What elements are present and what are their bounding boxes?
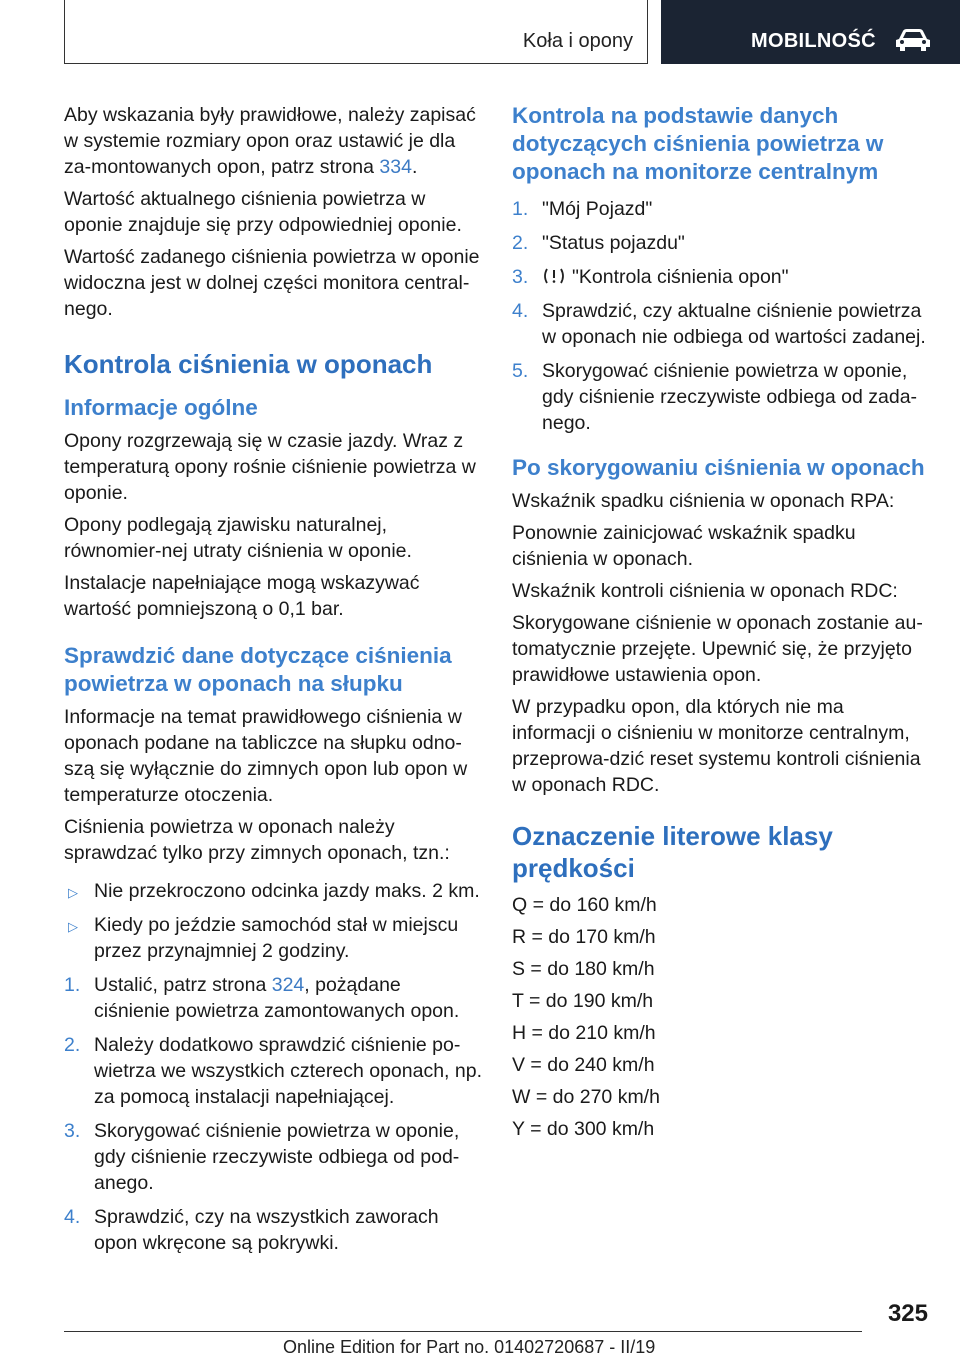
paragraph: Ponownie zainicjować wskaźnik spadku ciśnienia w oponach. (512, 522, 856, 570)
subheading-general: Informacje ogólne (64, 395, 258, 420)
section-heading: Kontrola ciśnienia w oponach (64, 349, 433, 379)
step-number: 3. (64, 1120, 81, 1142)
subheading-check: Sprawdzić dane dotyczące ciśnienia powietrza w oponach na słupku (64, 643, 452, 696)
chapter-tab[interactable] (661, 0, 960, 64)
list-item: 3. "Kontrola ciśnienia opon" (512, 266, 789, 288)
speed-class-item: V = do 240 km/h (512, 1054, 655, 1076)
paragraph: Opony podlegają zjawisku naturalnej, równomier-nej utraty ciśnienia w oponie. (64, 514, 412, 562)
list-item: 2. "Status pojazdu" (512, 232, 685, 254)
triangle-bullet-icon: ▷ (68, 885, 78, 900)
step-number: 1. (512, 198, 529, 220)
bullet-list (64, 878, 482, 964)
header-section-box (64, 0, 648, 64)
paragraph: Instalacje napełniające mogą wskazywać wartość pomniejszoną o 0,1 bar. (64, 572, 420, 620)
paragraph: Wskaźnik spadku ciśnienia w oponach RPA: (512, 490, 895, 512)
section-title: Koła i opony (522, 30, 633, 52)
edition-footer: Online Edition for Part no. 01402720687 - II/19 (283, 1337, 656, 1357)
speed-class-item: S = do 180 km/h (512, 958, 655, 980)
step-list (64, 972, 482, 1256)
list-item: 5. Skorygować ciśnienie powietrza w oponie, gdy ciśnienie rzeczywiste odbiega od zada-nego. (512, 360, 918, 434)
step-number: 1. (64, 974, 81, 996)
list-item: 2. Należy dodatkowo sprawdzić ciśnienie po-wietrza we wszystkich czterech oponach, np. za pomocą instalacji napełniającej. (64, 1034, 483, 1108)
paragraph: Opony rozgrzewają się w czasie jazdy. Wraz z temperaturą opony rośnie ciśnienie powietrza w oponie. (64, 430, 476, 504)
section-heading-speed: Oznaczenie literowe klasy prędkości (512, 821, 833, 883)
step-number: 2. (512, 232, 529, 254)
step-number: 2. (64, 1034, 81, 1056)
page-number: 325 (887, 1300, 928, 1327)
speed-class-item: Y = do 300 km/h (512, 1118, 655, 1140)
paragraph: Wskaźnik kontroli ciśnienia w oponach RDC: (512, 580, 898, 602)
speed-class-item: T = do 190 km/h (512, 990, 654, 1012)
list-item: 1. "Mój Pojazd" (512, 198, 653, 220)
list-item: 4. Sprawdzić, czy aktualne ciśnienie powietrza w oponach nie odbiega od wartości zadanej. (512, 300, 926, 348)
speed-class-item: Q = do 160 km/h (512, 894, 657, 916)
list-item: ▷ Kiedy po jeździe samochód stał w miejscu przez przynajmniej 2 godziny. (68, 914, 459, 962)
step-number: 5. (512, 360, 529, 382)
chapter-title: MOBILNOŚĆ (751, 30, 876, 52)
speed-class-item: R = do 170 km/h (512, 926, 656, 948)
step-number: 4. (64, 1206, 81, 1228)
intro-paragraph: Wartość zadanego ciśnienia powietrza w oponie widoczna jest w dolnej części monitora central-nego. (64, 246, 480, 320)
paragraph: Skorygowane ciśnienie w oponach zostanie au-tomatycznie przejęte. Upewnić się, że przyjęto prawidłowe ustawienia opon. (512, 612, 923, 686)
list-item: 1. Ustalić, patrz strona 324, pożądane ciśnienie powietrza zamontowanych opon. (64, 974, 460, 1022)
page-link-324[interactable]: 324 (271, 974, 305, 996)
step-number: 3. (512, 266, 529, 288)
intro-paragraph: Aby wskazania były prawidłowe, należy zapisać w systemie rozmiary opon oraz ustawić je dla za-montowanych opon, patrz strona 334. (64, 104, 476, 178)
speed-class-item: W = do 270 km/h (512, 1086, 660, 1108)
tire-pressure-warning-icon (542, 266, 566, 286)
right-column (512, 102, 930, 1148)
list-item: 3. Skorygować ciśnienie powietrza w oponie, gdy ciśnienie rzeczywiste odbiega od pod-anego. (64, 1120, 460, 1194)
list-item: 4. Sprawdzić, czy na wszystkich zaworach opon wkręcone są pokrywki. (64, 1206, 439, 1254)
step-list (512, 196, 930, 436)
list-item: ▷ Nie przekroczono odcinka jazdy maks. 2 km. (64, 878, 482, 904)
intro-paragraph: Wartość aktualnego ciśnienia powietrza w oponie znajduje się przy odpowiedniej oponie. (64, 188, 462, 236)
speed-class-item: H = do 210 km/h (512, 1022, 656, 1044)
step-number: 4. (512, 300, 529, 322)
paragraph: Informacje na temat prawidłowego ciśnienia w oponach podane na tabliczce na słupku odno-szą się wyłącznie do zimnych opon lub opon w temperaturze otoczenia. (64, 706, 468, 806)
speed-class-list (512, 892, 930, 1142)
subheading-central: Kontrola na podstawie danych dotyczących ciśnienia powietrza w oponach na monitorze centralnym (512, 103, 884, 184)
footer-divider (64, 1331, 862, 1332)
subheading-after: Po skorygowaniu ciśnienia w oponach (512, 455, 925, 480)
paragraph: W przypadku opon, dla których nie ma informacji o ciśnieniu w monitorze centralnym, przeprowa-dzić reset systemu kontroli ciśnienia w oponach RDC. (512, 696, 921, 796)
left-column (64, 102, 482, 1264)
car-icon (893, 27, 933, 53)
triangle-bullet-icon: ▷ (68, 919, 78, 934)
paragraph: Ciśnienia powietrza w oponach należy sprawdzać tylko przy zimnych oponach, tzn.: (64, 816, 450, 864)
page-link-334[interactable]: 334 (379, 156, 412, 178)
